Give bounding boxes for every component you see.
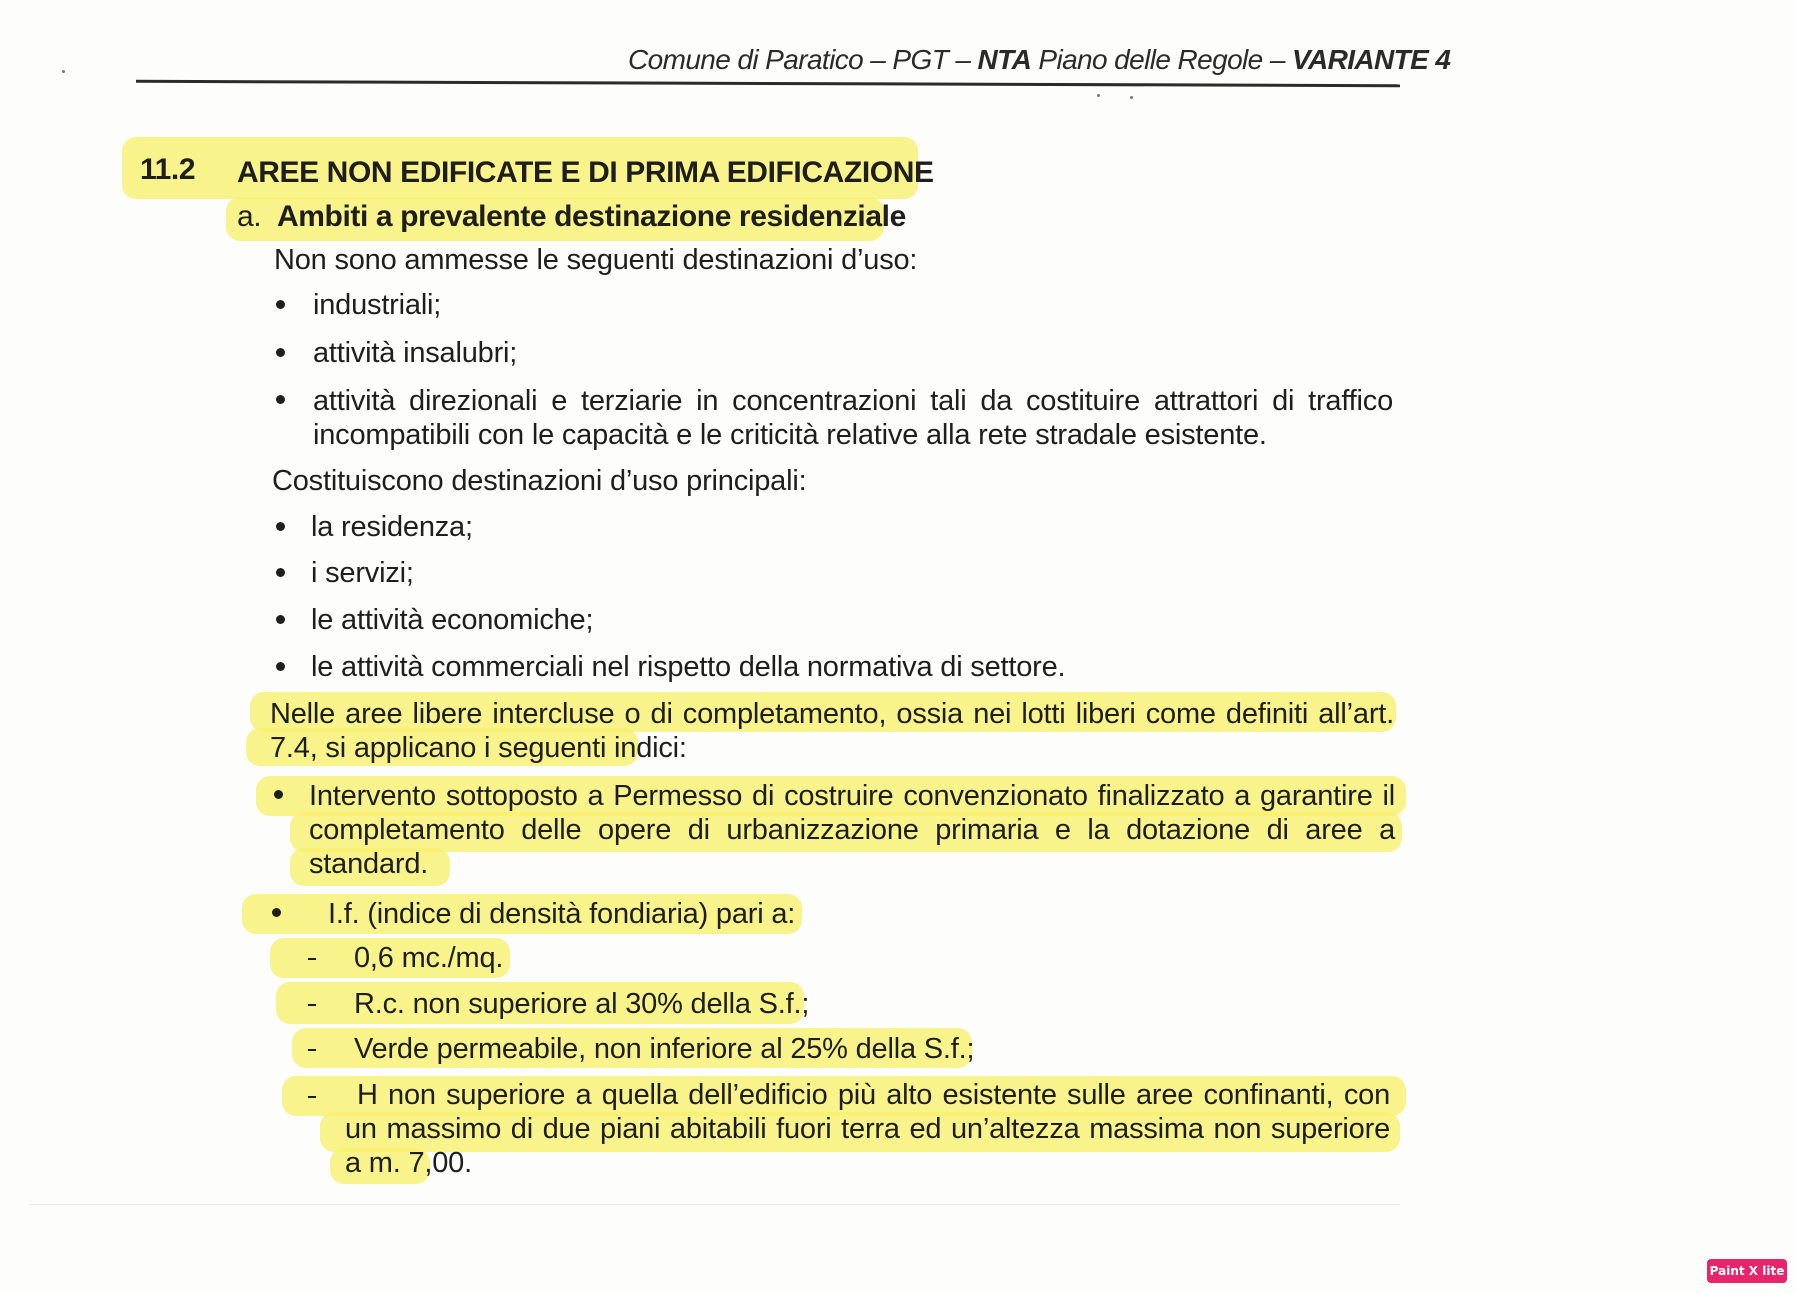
header-rule: [136, 80, 1400, 87]
main-uses-intro: Costituiscono destinazioni d’uso principali:: [272, 465, 807, 497]
bullet: [276, 662, 285, 671]
subsection-letter: a.: [237, 200, 262, 233]
header-variante: VARIANTE 4: [1291, 44, 1451, 75]
scan-speck: [1097, 94, 1100, 97]
list-item: i servizi;: [311, 557, 414, 589]
header-piano: Piano delle Regole –: [1031, 44, 1292, 75]
bullet: [276, 395, 285, 404]
paint-x-lite-badge[interactable]: Paint X lite: [1707, 1259, 1787, 1283]
page-header: [628, 44, 1451, 76]
dash: [308, 1004, 316, 1006]
scan-speck: [1130, 96, 1133, 99]
index-item: H non superiore a quella dell’edificio più alto esistente sulle aree confinanti, con un massimo di due piani abitabili fuori terra ed un’altezza massima non superiore a m. 7,00.: [345, 1079, 1390, 1179]
if-label: I.f. (indice di densità fondiaria) pari a:: [328, 898, 796, 930]
intervention-text: Intervento sottoposto a Permesso di costruire convenzionato finalizzato a garantire il completamento delle opere di urbanizzazione primaria e la dotazione di aree a standard.: [309, 780, 1395, 880]
section-number: 11.2: [140, 153, 196, 186]
bullet: [276, 522, 285, 531]
dash: [308, 958, 316, 960]
bullet: [272, 908, 281, 917]
bullet: [276, 300, 285, 309]
scan-speck: [62, 70, 65, 73]
index-item: 0,6 mc./mq.: [354, 942, 504, 974]
not-allowed-intro: Non sono ammesse le seguenti destinazioni d’uso:: [274, 244, 918, 276]
header-nta: NTA: [977, 44, 1032, 75]
dash: [308, 1049, 316, 1051]
bullet: [276, 568, 285, 577]
bullet: [276, 615, 285, 624]
list-item: le attività commerciali nel rispetto della normativa di settore.: [311, 651, 1066, 683]
subsection-title: Ambiti a prevalente destinazione residenziale: [277, 200, 906, 233]
header-comune: Comune di Paratico – PGT –: [628, 44, 978, 75]
list-item: attività insalubri;: [313, 337, 518, 369]
list-item: industriali;: [313, 289, 442, 321]
free-areas-intro: Nelle aree libere intercluse o di completamento, ossia nei lotti liberi come definiti all’art. 7.4, si applicano i seguenti indici:: [270, 698, 1394, 764]
bullet: [276, 348, 285, 357]
index-item: Verde permeabile, non inferiore al 25% della S.f.;: [354, 1033, 975, 1065]
bullet: [274, 790, 283, 799]
list-item: attività direzionali e terziarie in concentrazioni tali da costituire attrattori di traffico incompatibili con le capacità e le criticità relative alla rete stradale esistente.: [313, 385, 1393, 451]
list-item: le attività economiche;: [311, 604, 594, 636]
list-item: la residenza;: [311, 511, 473, 543]
dash: [308, 1096, 316, 1098]
scan-edge-line: [30, 1204, 1400, 1205]
index-item: R.c. non superiore al 30% della S.f.;: [354, 988, 810, 1020]
section-title: AREE NON EDIFICATE E DI PRIMA EDIFICAZIONE: [237, 156, 934, 189]
